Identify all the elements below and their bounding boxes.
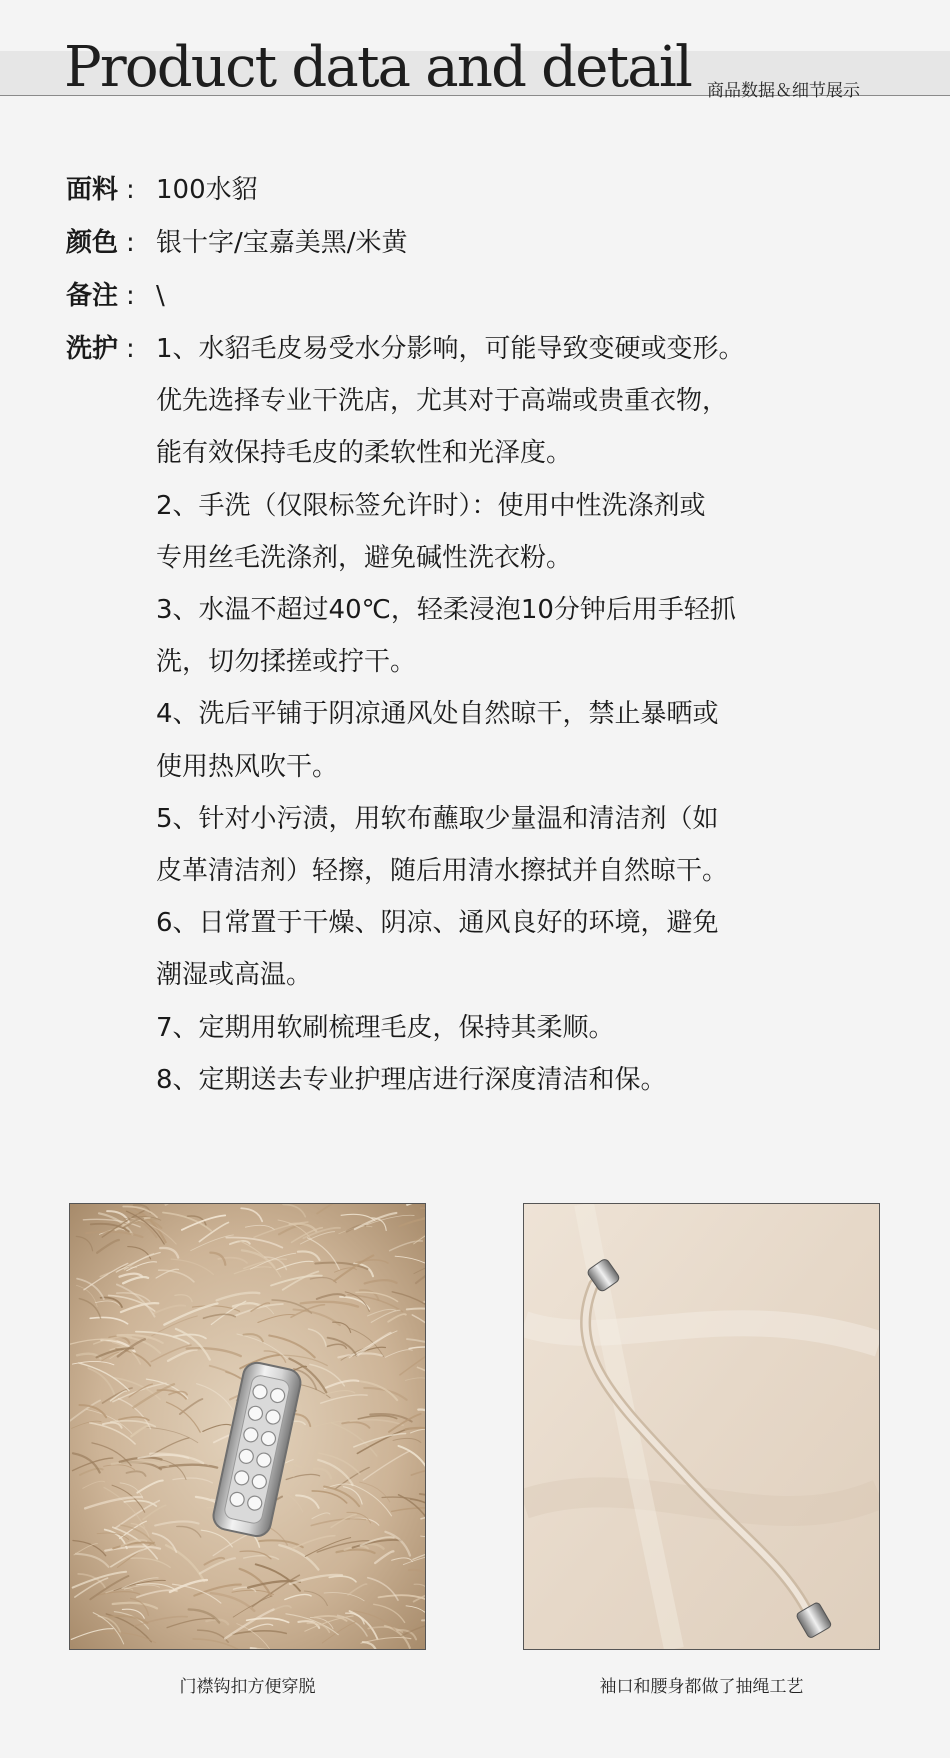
spec-label-fabric: 面料 bbox=[66, 175, 119, 205]
spec-colon: : bbox=[126, 175, 135, 205]
spec-label-care: 洗护 bbox=[66, 334, 119, 364]
spec-colon: : bbox=[126, 281, 135, 311]
spec-colon: : bbox=[126, 228, 135, 258]
spec-value-note: \ bbox=[156, 281, 165, 311]
caption-hook-clasp: 门襟钩扣方便穿脱 bbox=[179, 1677, 316, 1697]
care-line: 皮革清洁剂）轻擦，随后用清水擦拭并自然晾干。 bbox=[156, 856, 729, 886]
care-line: 5、针对小污渍，用软布蘸取少量温和清洁剂（如 bbox=[156, 804, 719, 834]
care-line: 潮湿或高温。 bbox=[156, 960, 313, 990]
care-line: 能有效保持毛皮的柔软性和光泽度。 bbox=[156, 438, 573, 468]
care-line: 专用丝毛洗涤剂，避免碱性洗衣粉。 bbox=[156, 543, 573, 573]
care-line: 6、日常置于干燥、阴凉、通风良好的环境，避免 bbox=[156, 908, 719, 938]
spec-label-note: 备注 bbox=[66, 281, 119, 311]
care-line: 1、水貂毛皮易受水分影响，可能导致变硬或变形。 bbox=[156, 334, 745, 364]
spec-value-fabric: 100水貂 bbox=[156, 175, 258, 205]
spec-colon: : bbox=[126, 334, 135, 364]
drawstring-image bbox=[524, 1204, 879, 1649]
spec-label-color: 颜色 bbox=[66, 228, 119, 258]
page-title: Product data and detail bbox=[64, 35, 692, 100]
caption-drawstring: 袖口和腰身都做了抽绳工艺 bbox=[599, 1677, 804, 1697]
care-line: 优先选择专业干洗店，尤其对于高端或贵重衣物， bbox=[156, 386, 729, 416]
care-line: 使用热风吹干。 bbox=[156, 752, 339, 782]
care-line: 7、定期用软刷梳理毛皮，保持其柔顺。 bbox=[156, 1013, 615, 1043]
spec-value-color: 银十字/宝嘉美黑/米黄 bbox=[156, 228, 408, 258]
care-line: 2、手洗（仅限标签允许时）：使用中性洗涤剂或 bbox=[156, 491, 706, 521]
detail-photo-drawstring bbox=[523, 1203, 880, 1650]
care-line: 洗，切勿揉搓或拧干。 bbox=[156, 647, 417, 677]
care-line: 4、洗后平铺于阴凉通风处自然晾干，禁止暴晒或 bbox=[156, 699, 719, 729]
fur-hook-image bbox=[70, 1204, 425, 1649]
detail-photo-hook-clasp bbox=[69, 1203, 426, 1650]
care-line: 8、定期送去专业护理店进行深度清洁和保。 bbox=[156, 1065, 667, 1095]
page-subtitle: 商品数据＆细节展示 bbox=[707, 81, 860, 101]
care-line: 3、水温不超过40℃，轻柔浸泡10分钟后用手轻抓 bbox=[156, 595, 736, 625]
